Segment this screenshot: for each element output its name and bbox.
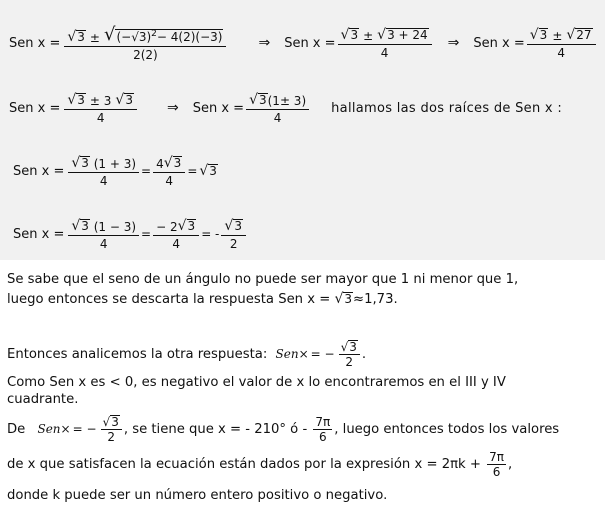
sen-x-label: Sen x = (13, 226, 65, 242)
paragraph-line: luego entonces se descarta la respuesta Sen x = √ 3 ≈1,73. (7, 291, 398, 307)
paragraph-line: donde k puede ser un número entero positivo o negativo. (7, 488, 388, 503)
paragraph-line: cuadrante. (7, 392, 79, 407)
fraction: √ 3 ± √ 3 + 24 4 (338, 28, 432, 59)
math-expression: Sen× = − √ 3 2 (276, 336, 362, 372)
fraction: 4 √ 3 4 (153, 156, 185, 187)
implies-arrow: ⇒ (166, 100, 179, 116)
sen-x-label: Sen x = (13, 163, 65, 179)
math-expression: Sen× = − √ 3 2 (37, 410, 123, 448)
equation-row-2 (9, 86, 562, 130)
sen-x-label: Sen x = (9, 100, 61, 116)
paragraph-line: Como Sen x es < 0, es negativo el valor de x lo encontraremos en el III y IV (7, 375, 506, 390)
quadratic-formula-fraction: √ 3 ± √ $(-√3)^2- 4(2)(-3)$ 2(2) (64, 26, 226, 61)
seven-pi-over-six: $\frac{7\pi}{6}$ (315, 414, 331, 444)
fraction: √ 3 ± 3 √ 3 4 (64, 93, 137, 124)
result-root: √ 3 (199, 163, 217, 179)
fraction: √ 3 (1 + 3) 4 (68, 156, 139, 187)
paragraph-line: De Sen× = − √ 3 2 , se tiene que x = - 210° ó - $\frac{7\pi}{6}$ , luego entonces todos los valores (7, 410, 559, 449)
equation-row-4: Sen x = √ 3 (1 − 3) 4 = − 2 √ 3 4 = - √ 3 2 (13, 213, 248, 255)
equation-row-1 (9, 14, 598, 72)
fraction: √ 3 (1 − 3) 4 (68, 219, 139, 250)
paragraph-line: de x que satisfacen la ecuación están dados por la expresión x = 2πk + $\frac{7\pi}{6}$ , (7, 449, 513, 479)
implies-arrow: ⇒ (258, 35, 271, 51)
roots-note: hallamos las dos raíces de Sen x : (331, 100, 563, 116)
sen-x-label: Sen x = (473, 35, 525, 51)
sen-x-label: Sen x = (284, 35, 336, 51)
fraction: √ 3 2 (221, 219, 246, 250)
sen-x-label: Sen x = (192, 100, 245, 116)
fraction: √ 3 (1± 3) 4 (246, 93, 309, 124)
seven-pi-over-six: $\frac{7\pi}{6}$ (489, 449, 504, 479)
equation-row-3: Sen x = √ 3 (1 + 3) 4 = 4 √ 3 4 = √ 3 (13, 154, 217, 188)
fraction: √ 3 ± √ 27 4 (527, 28, 596, 59)
sen-x-label: Sen x = (9, 35, 61, 51)
paragraph-line: Se sabe que el seno de un ángulo no puede ser mayor que 1 ni menor que 1, (7, 272, 519, 287)
paragraph-line: Entonces analicemos la otra respuesta: Sen× = − √ 3 2 . (7, 336, 366, 373)
implies-arrow: ⇒ (447, 35, 460, 51)
fraction: − 2 √ 3 4 (153, 219, 199, 250)
